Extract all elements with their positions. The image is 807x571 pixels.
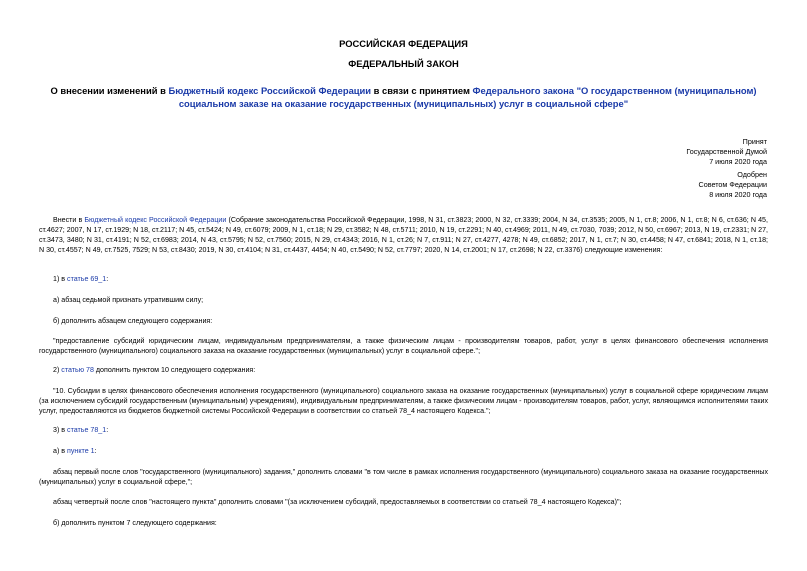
title-link-budget-code[interactable]: Бюджетный кодекс Российской Федерации [168,85,372,96]
item-2-link[interactable]: статью 78 [61,366,94,374]
law-title [30,84,777,110]
intro-text-pre: Внести в [53,216,85,224]
title-text-2: в связи с принятием [371,85,473,96]
item-3b: б) дополнить пунктом 7 следующего содержания: [53,519,217,527]
item-3a [53,446,768,456]
item-3a-paragraph-2: абзац четвертый после слов "настоящего пункта" дополнить словами "(за исключением субсидий, предоставляемых в соответствии со статьей 78_4 настоящего Кодекса)"; [53,498,622,506]
item-2-post: дополнить пунктом 10 следующего содержания: [93,366,256,374]
item-1-link[interactable]: статье 69_1 [67,275,107,283]
law-type-heading: ФЕДЕРАЛЬНЫЙ ЗАКОН [348,58,459,69]
adoption-stamp [607,137,767,200]
accepted-by: Государственной Думой [686,147,767,157]
item-2-quote: "10. Субсидии в целях финансового обеспечения исполнения государственного (муниципального) социального заказа на оказание государственных (муниципальных) услуг в социальной сфере юридическим лицам (за исключением субсидий государственным (муниципальным) учреждениям), индивидуальным предпринимателям, а также физическим лицам - производителям товаров, работ, услуг, являющимся исполнителями таких услуг, предоставляются из бюджетов бюджетной системы Российской Федерации в соответствии со статьей 78_4 настоящего Кодекса."; [39,387,768,415]
item-1b: б) дополнить абзацем следующего содержания: [53,317,213,325]
item-3-post: : [106,426,109,434]
item-2 [53,365,768,375]
item-1-pre: 1) в [53,275,68,283]
item-1a: а) абзац седьмой признать утратившим силу; [53,296,204,304]
title-link-federal-law[interactable]: Федерального закона "О государственном (муниципальном) социальном заказе на оказание государственных (муниципальных) услуг в социальной сфере" [178,85,757,109]
item-3-pre: 3) в [53,426,68,434]
intro-paragraph [39,215,768,255]
item-1-post: : [106,275,109,283]
intro-text: (Собрание законодательства Российской Федерации, 1998, N 31, ст.3823; 2000, N 32, ст.3339; 2004, N 34, ст.3535; 2005, N 1, ст.8; 2006, N 1, ст.8; N 6, ст.636; N 45, ст.4627; 2007, N 17, ст.1929; N 18, ст.2117; N 45, ст.5424; N 49, ст.6079; 2009, N 1, ст.18; N 29, ст.3582; N 48, ст.5711; 2010, N 19, ст.2291; N 40, ст.4969; 2011, N 49, ст.7030, 7039; 2012, N 50, ст.6967; 2013, N 19, ст.2331; N 27, ст.3473, 3480; N 31, ст.4191; N 52, ст.6983; 2014, N 43, ст.5795; N 52, ст.7560; 2015, N 29, ст.4343; 2016, N 1, ст.26; N 7, ст.911; N 27, ст.4277, 4278; N 49, ст.6852; 2017, N 1, ст.7; N 30, ст.4458; N 47, ст.6841; 2018, N 1, ст.18; N 30, ст.4557; N 49, ст.7525, 7529; N 53, ст.8430; 2019, N 30, ст.4104; N 31, ст.4437, 4454; N 40, ст.5490; N 52, ст.7797; 2020, N 14, ст.2001; N 17, ст.2698; N 22, ст.3376) следующие изменения: [39,216,768,254]
item-1-quote: "предоставление субсидий юридическим лицам, индивидуальным предпринимателям, а также физическим лицам - производителям товаров, работ, услуг в целях финансового обеспечения исполнения государственного (муниципального) социального заказа на оказание государственных (муниципальных) услуг в социальной сфере."; [39,337,768,355]
item-3a-pre: а) в [53,447,68,455]
approved-by: Советом Федерации [698,179,767,189]
accepted-date: 7 июля 2020 года [709,157,767,167]
title-text-1: О внесении изменений в [50,85,169,96]
item-3a-paragraph-1: абзац первый после слов "государственного (муниципального) задания," дополнить словами "в том числе в рамках исполнения государственного (муниципального) социального заказа на оказание государственных (муниципальных) услуг в социальной сфере,"; [39,468,768,486]
item-3a-post: : [94,447,97,455]
accepted-label: Принят [742,137,767,146]
item-3-link[interactable]: статье 78_1 [67,426,107,434]
intro-link-budget-code[interactable]: Бюджетный кодекс Российской Федерации [84,216,227,224]
item-1 [53,274,768,284]
item-3a-link[interactable]: пункте 1 [67,447,95,455]
item-3 [53,425,768,435]
approved-label: Одобрен [737,169,767,179]
country-heading: РОССИЙСКАЯ ФЕДЕРАЦИЯ [339,38,468,49]
approved-date: 8 июля 2020 года [709,190,767,200]
item-2-pre: 2) [53,366,62,374]
